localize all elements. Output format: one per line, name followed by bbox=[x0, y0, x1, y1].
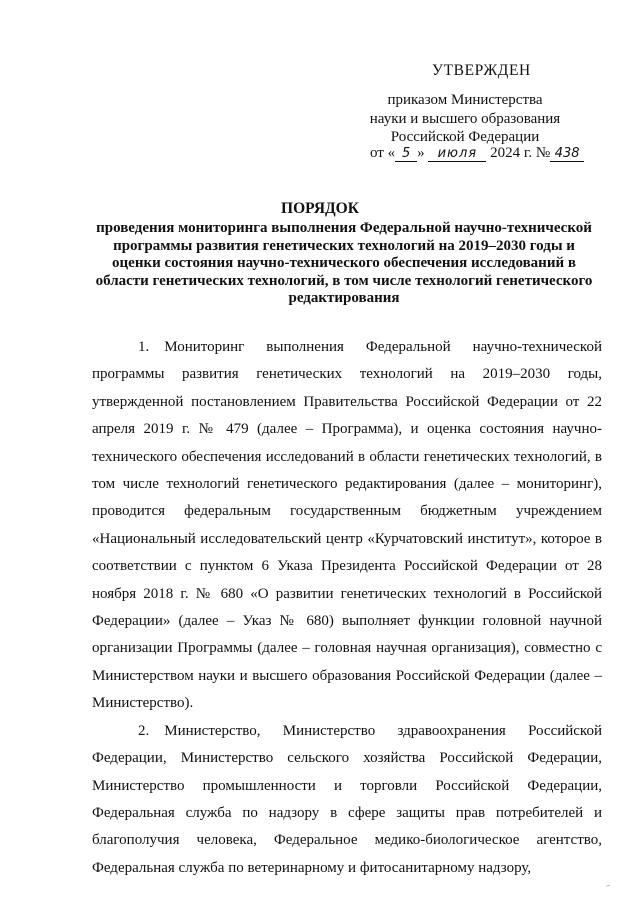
date-prefix: от « bbox=[370, 145, 396, 161]
approval-heading: УТВЕРЖДЕН bbox=[432, 62, 531, 79]
handwritten-month: июля bbox=[428, 146, 486, 162]
date-year: 2024 г. № bbox=[490, 145, 551, 161]
approval-line: науки и высшего образования bbox=[369, 110, 561, 127]
handwritten-order-number: 438 bbox=[550, 146, 584, 162]
document-subtitle: проведения мониторинга выполнения Федеральной научно-технической программы развития генетических технологий на 2019–2030 годы и оценки состояния научно-технического обеспечения исследований в области генетических технологий, в том числе технологий генетического редактирования bbox=[95, 220, 593, 306]
approval-date-line bbox=[370, 145, 584, 162]
scan-corner-mark: ⸝ bbox=[604, 878, 614, 890]
approval-order-lines bbox=[365, 91, 565, 147]
paragraph-1: 1. Мониторинг выполнения Федеральной научно-технической программы развития генетических технологий на 2019–2030 годы, утвержденной постановлением Правительства Российской Федерации от 22 апреля 2019 г. № 479 (далее – Программа), и оценка состояния научно-технического обеспечения исследований в области генетических технологий, в том числе технологий генетического редактирования (далее – мониторинг), проводится федеральным государственным бюджетным учреждением «Национальный исследовательский центр «Курчатовский институт», которое в соответствии с пунктом 6 Указа Президента Российской Федерации от 28 ноября 2018 г. № 680 «О развитии генетических технологий в Российской Федерации» (далее – Указ № 680) выполняет функции головной научной организации Программы (далее – головная научная организация), совместно с Министерством науки и высшего образования Российской Федерации (далее – Министерство). bbox=[92, 339, 602, 712]
approval-line: приказом Министерства bbox=[387, 92, 543, 108]
handwritten-day: 5 bbox=[395, 146, 417, 162]
document-title: ПОРЯДОК bbox=[281, 200, 359, 217]
document-body bbox=[92, 334, 602, 882]
paragraph-2: 2. Министерство, Министерство здравоохранения Российской Федерации, Министерство сельского хозяйства Российской Федерации, Министерство промышленности и торговли Российской Федерации, Федеральная служба по надзору в сфере защиты прав потребителей и благополучия человека, Федеральное медико-биологическое агентство, Федеральная служба по ветеринарному и фитосанитарному надзору, bbox=[92, 722, 602, 876]
approval-line: Российской Федерации bbox=[390, 129, 540, 145]
date-mid: » bbox=[417, 145, 425, 161]
